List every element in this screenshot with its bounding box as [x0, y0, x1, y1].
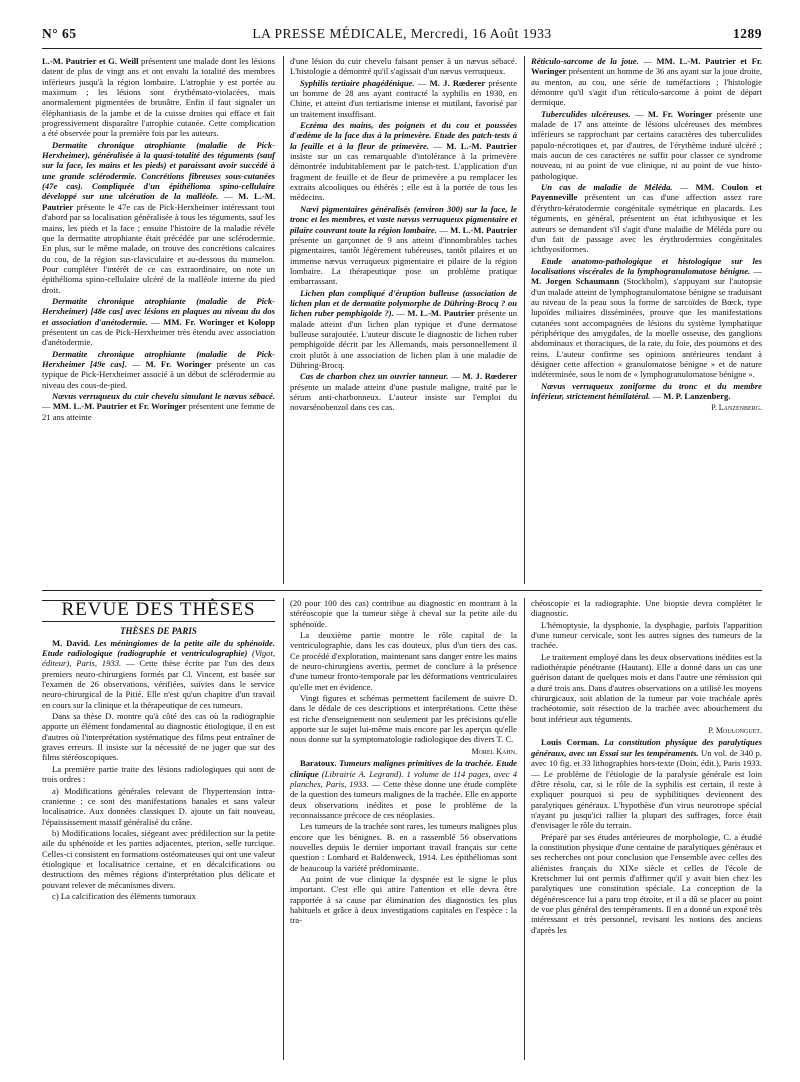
thesis-paragraph: Vingt figures et schémas permettent facilement de suivre D. dans le dédale de ces descriptions et interprétations. Cette thèse est riche d'enseignement non seulement par les précisions qu'elle apporte sur le sujet lui-même mais encore par les aperçus qu'elle nous donne sur la symptomatologie radiologique des divers T. C.: [290, 693, 517, 745]
entry-paragraph: d'une lésion du cuir chevelu faisant penser à un nævus sébacé. L'histologie a démontré qu'il s'agissait d'un nævus verruqueux.: [290, 56, 517, 77]
entry-paragraph: Cas de charbon chez un ouvrier tanneur. — M. J. Rœderer présente un malade atteint d'une pustule maligne, traité par le sérum anti-charbonneux. L'auteur insiste sur l'emploi du novarsénobenzol dans ces cas.: [290, 371, 518, 413]
thesis-paragraph: La première partie traite des lésions radiologiques qui sont de trois ordres :: [42, 763, 275, 785]
section-title: REVUE DES THÈSES: [61, 599, 256, 620]
thesis-paragraph: Le traitement employé dans les deux observations inédites est la radiothérapie pénétrante (Hautant). Elle a donné dans un cas une guérison datant de quelques mois et dans l'autre une rémission qui a duré trois ans. Dans d'autres observations on a utilisé les moyens chirurgicaux, soit ablation de la tumeur par voie trachéale après trachéotomie, soit résection de la trachée avec abouchement du bout inférieur aux téguments.: [531, 651, 762, 724]
signature: P. Lanzenberg.: [711, 403, 762, 413]
thesis-paragraph: M. David. Les méningiomes de la petite aile du sphénoïde. Etude radiologique (radiographie et ventriculographie) (Vigot, éditeur), Paris, 1933. — Cette thèse écrite par l'un des deux premiers neuro-chirurgiens formés par Cl. Vincent, est basée sur l'examen de 26 observations, vérifiées, suivies dans le service neuro-chirurgical de la Pitié. Elle n'est qu'un chapitre d'un travail en cours sur la clinique et la thérapeutique de ces tumeurs.: [42, 637, 275, 710]
thesis-paragraph: Baratoux. Tumeurs malignes primitives de la trachée. Etude clinique (Librairie A. Legrand). 1 volume de 114 pages, avec 4 planches, Paris, 1933. — Cette thèse donne une étude complète de la question des tumeurs malignes de la trachée. Elle en apporte deux observations inédites et pose le problème de la reconnaissance précoce de ces néoplasies.: [290, 758, 517, 820]
column-divider: [283, 598, 284, 1060]
entry-paragraph: Un cas de maladie de Méléda. — MM. Coulon et Payenneville présentent un cas d'une affection assez rare d'érythro-kératodermie congénitale symétrique en placards. Les téguments, en général, présentent un état ichthyosique et les auteurs se demandent s'il s'agit d'une maladie de Méléda pure ou d'un fait de passage avec les érythrodermies congénitales ichthyosiformes.: [531, 182, 763, 255]
bottom-column-2: [290, 598, 517, 927]
header-rule: [42, 48, 762, 49]
thesis-paragraph: Préparé par ses études antérieures de morphologie, C. a étudié la constitution physique d'une centaine de paralytiques généraux et ses recherches ont pour conclusion que l'ensemble avec celles des aliénistes français du XIXe siècle et celles de l'école de Kretschmer lui ont permis d'affirmer qu'il y avait bien chez les paralytiques une constitution spéciale. La conception de la dégénérescence lui a paru trop étroite, et il a dû se placer au point de vue plus général des tempéraments. Il en a donné un exposé très intéressant et très personnel, revisant les notions des anciens d'après les: [531, 831, 762, 935]
page-header: [42, 20, 762, 42]
thesis-paragraph: Au point de vue clinique la dyspnée est le signe le plus important. C'est elle qui attire l'attention et elle devra être rapportée à sa cause par élimination des diagnostics les plus habituels et grâce à deux investigations capitales en l'espèce : la tra-: [290, 873, 517, 926]
thesis-paragraph: Les tumeurs de la trachée sont rares, les tumeurs malignes plus encore que les bénignes. B. en a rassemblé 56 observations nouvelles depuis le dernier important travail français sur cette question : Lombard et Baldenweck, 1914. Les épithéliomas sont de beaucoup la variété prédominante.: [290, 821, 517, 873]
thesis-paragraph: Louis Corman. La constitution physique des paralytiques généraux, avec un Essai sur les tempéraments. Un vol. de 340 p. avec 10 fig. et 33 lithographies hors-texte (Doin, édit.), Paris 1933. — Le problème de l'étiologie de la paralysie générale est loin d'être résolu, car, si le rôle de la syphilis est certain, il reste à expliquer pourquoi si peu de syphilitiques deviennent des paralytiques généraux. L'hypothèse d'un virus neurotrope spécial n'ayant pu jusqu'ici rallier la plupart des suffrages, force était d'envisager le rôle du terrain.: [531, 737, 762, 831]
entry-paragraph: Eczéma des mains, des poignets et du cou et poussées d'œdème de la face dus à la primevère. Etude des patch-tests à la feuille et à la fleur de primevère. — M. L.-M. Pautrier insiste sur un cas remarquable d'intolérance à la primevère démontrée indubitablement par le patch-test. L'application d'un fragment de feuille et de fleur de primevère a pu remplacer les extraits alcooliques ou éthérés ; elle est à la portée de tous les médecins.: [290, 120, 518, 203]
signature: Morel Kahn.: [471, 746, 517, 756]
entry-paragraph: Lichen plan compliqué d'éruption bulleuse (association de lichen plan et de dermatite polymorphe de Dühring-Brocq ? ou lichen ruber pemphigoïde ?). — M. L.-M. Pautrier présente un malade atteint d'un lichen plan typique et d'une dermatose bulleuse surajoutée. L'auteur discute le diagnostic de lichen ruber pemphigoïde décrit par les Allemands, mais personnellement il croit plutôt à une association de lichen plan à une maladie de Dühring-Brocq.: [290, 287, 518, 370]
entry-paragraph: Tuberculides ulcéreuses. — M. Fr. Woringer présente une malade de 17 ans atteinte de lésions ulcéreuses des membres inférieurs se rapprochant par certains caractères des tuberculides papulo-nécrotiques et, par d'autres, de l'érythème induré ulcéré ; mais aucun de ces caractères ne suffit pour classer ce syndrome nouveau, ni au point de vue clinique, ni au point de vue histo-pathologique.: [531, 108, 763, 181]
thesis-paragraph: Dans sa thèse D. montre qu'à côté des cas où la radiographie apporte un élément fondamental au diagnostic étiologique, il en est d'autres où l'interprétation systématique des films peut entraîner de graves erreurs. Il insiste sur la nécessité de ne juger que sur des films stéréoscopiques.: [42, 711, 275, 763]
entry-paragraph: Dermatite chronique atrophiante (maladie de Pick-Herxheimer) [48e cas] avec lésions en plaques au niveau du dos et association d'anétodermie. — MM. Fr. Woringer et Kolopp présentent un cas de Pick-Herxheimer très étendu avec association d'anétodermie.: [42, 295, 275, 348]
thesis-paragraph: a) Modifications générales relevant de l'hypertension intra-cranienne ; ce sont des manifestations banales et sans valeur localisatrice. Aux données classiques D. ajoute un fait nouveau, l'épaississement massif généralisé du crâne.: [42, 785, 275, 827]
entry-paragraph: Réticulo-sarcome de la joue. — MM. L.-M. Pautrier et Fr. Woringer présentent un homme de 36 ans ayant sur la joue droite, au menton, au cou, une série de tuméfactions ; l'histologie démontre qu'il s'agit d'un réticulo-sarcome à point de départ dermique.: [531, 56, 762, 108]
bottom-column-3: [531, 598, 762, 936]
thesis-paragraph: chéoscopie et la radiographie. Une biopsie devra compléter le diagnostic.: [531, 598, 762, 619]
entry-paragraph: Etude anatomo-pathologique et histologique sur les localisations viscérales de la lymphogranulomatose bénigne. — M. Jorgen Schaumann (Stockholm), s'appuyant sur l'autopsie d'un malade atteint de lymphogranulomatose bénigne se traduisant au niveau de la peau sous la forme de sarcoïdes de Bœck, type lupoïdes miliaires disséminées, prouve que les manifestations cutanées sont accompagnées de lésions du système lymphatique périphérique des amygdales, de la moelle osseuse, des ganglions abdominaux et thoraciques, de la rate, du foie, des poumons et des reins. L'auteur confirme ses opinions antérieures tendant à désigner cette affection « granulomatose bénigne » et de nature indéterminée, sous le nom de « lymphogranulomatose bénigne ».: [531, 255, 762, 380]
entry-paragraph: Nævi pigmentaires généralisés (environ 300) sur la face, le tronc et les membres, et vaste nævus verruqueux pigmentaire et pilaire couvrant toute la région lombaire. — M. L.-M. Pautrier présente un garçonnet de 9 ans atteint d'innombrables taches pigmentaires, tantôt légèrement tubéreuses, tantôt pilaires et un immense nævus verruqueux pigmentaire et pilaire de la région lombaire. La thérapeutique pose un problème pratique embarrassant.: [290, 203, 518, 287]
issue-number: N° 65: [42, 26, 77, 41]
column-divider: [283, 56, 284, 584]
top-column-3: [531, 56, 762, 415]
thesis-paragraph: (20 pour 100 des cas) contribue au diagnostic en montrant à la stéréoscopie que la tumeur siège à cheval sur la petite aile du sphénoïde.: [290, 598, 517, 629]
entry-paragraph: Dermatite chronique atrophiante (maladie de Pick-Herxheimer [49e cas]. — M. Fr. Woringer présente un cas typique de Pick-Herxheimer associé à un début de sclérodermie au niveau des cous-de-pied.: [42, 348, 275, 390]
bottom-column-1: [42, 598, 275, 902]
entry-paragraph: Dermatite chronique atrophiante (maladie de Pick-Herxheimer), généralisée à la quasi-totalité des téguments (sauf sur la face, les mains et les pieds) et paraissant avoir succédé à une grande sclérodermie. Concrétions fibreuses sous-cutanées (47e cas). Compliquée d'un épithélioma spino-cellulaire développé sur une ulcération de la malléole. — M. L.-M. Pautrier présente le 47e cas de Pick-Herxheimer intéressant tout d'abord par sa localisation généralisée à tous les téguments, sauf les mains, les pieds et la face ; ensuite l'histoire de la maladie révèle que la dermatite atrophiante était précédée par une sclérodermie. En plus, sur le même malade, on trouve des concrétions calcaires du cou, de la région sus-claviculaire et au-dessous du mamelon. Pour compléter l'intérêt de ce cas extraordinaire, on note un épithélioma spino-cellulaire ulcéré de la malléole interne du pied droit.: [42, 139, 276, 295]
section-rule: [42, 590, 762, 591]
signature: P. Moulonguet.: [708, 726, 762, 736]
page-number: 1289: [733, 26, 762, 41]
top-column-1: [42, 56, 275, 423]
thesis-paragraph: La deuxième partie montre le rôle capital de la ventriculographie, dans les cas douteux, plus d'un tiers des cas. Ce procédé d'exploration, maintenant sans danger entre les mains de neuro-chirurgiens avertis, permet de conclure à la présence d'une tumeur fronto-temporale par les déformations ventriculaires qu'elle met en évidence.: [290, 630, 517, 692]
section-subtitle: THÈSES DE PARIS: [120, 626, 197, 637]
entry-paragraph: Syphilis tertiaire phagédénique. — M. J. Rœderer présente un homme de 28 ans ayant contracté la syphilis en 1930, en Chine, et atteint d'un tertiarisme intense et mutilant, favorisé par un traitement insuffisant.: [290, 77, 518, 119]
column-divider: [524, 56, 525, 584]
thesis-paragraph: b) Modifications locales, siégeant avec prédilection sur la petite aile du sphénoïde et les parties adjacentes, pterion, selle turcique. Celles-ci consistent en formations ostéomateuses qui ont une valeur étiologique et localisatrice certaine, et en décalcifications ou destructions des mêmes régions d'interprétation plus délicate et pouvant relever de mécanismes divers.: [42, 827, 275, 890]
top-column-2: [290, 56, 517, 414]
thesis-paragraph: c) La calcification des éléments tumoraux: [52, 890, 196, 901]
thesis-paragraph: L'hémoptysie, la dysphonie, la dysphagie, parfois l'apparition d'une tumeur cervicale, sont les autres signes des tumeurs de la trachée.: [531, 619, 762, 651]
entry-paragraph: Nævus verruqueux du cuir chevelu simulant le nævus sébacé. — MM. L.-M. Pautrier et Fr. Woringer présentent une femme de 21 ans atteinte: [42, 391, 275, 422]
entry-paragraph: L.-M. Pautrier et G. Weill présentent une malade dont les lésions datent de plus de vingt ans et ont envahi la totalité des membres inférieurs jusqu'à la région lombaire. L'atrophie y est portée au maximum ; les lésions sont érythémato-violacées, mais anormalement pigmentées de brunâtre. Enfin il faut signaler un éléphantiasis de la jambe et de la cuisse droites qui efface et fait progressivement disparaître l'atrophie cutanée. Cette complication a été observée pour la première fois par les auteurs.: [42, 56, 275, 139]
journal-title: LA PRESSE MÉDICALE, Mercredi, 16 Août 1933: [252, 26, 552, 41]
entry-paragraph: Nævus verruqueux zoniforme du tronc et du membre inférieur, strictement hémilatéral. — M. P. Lanzenberg.: [531, 380, 762, 401]
column-divider: [524, 598, 525, 1060]
